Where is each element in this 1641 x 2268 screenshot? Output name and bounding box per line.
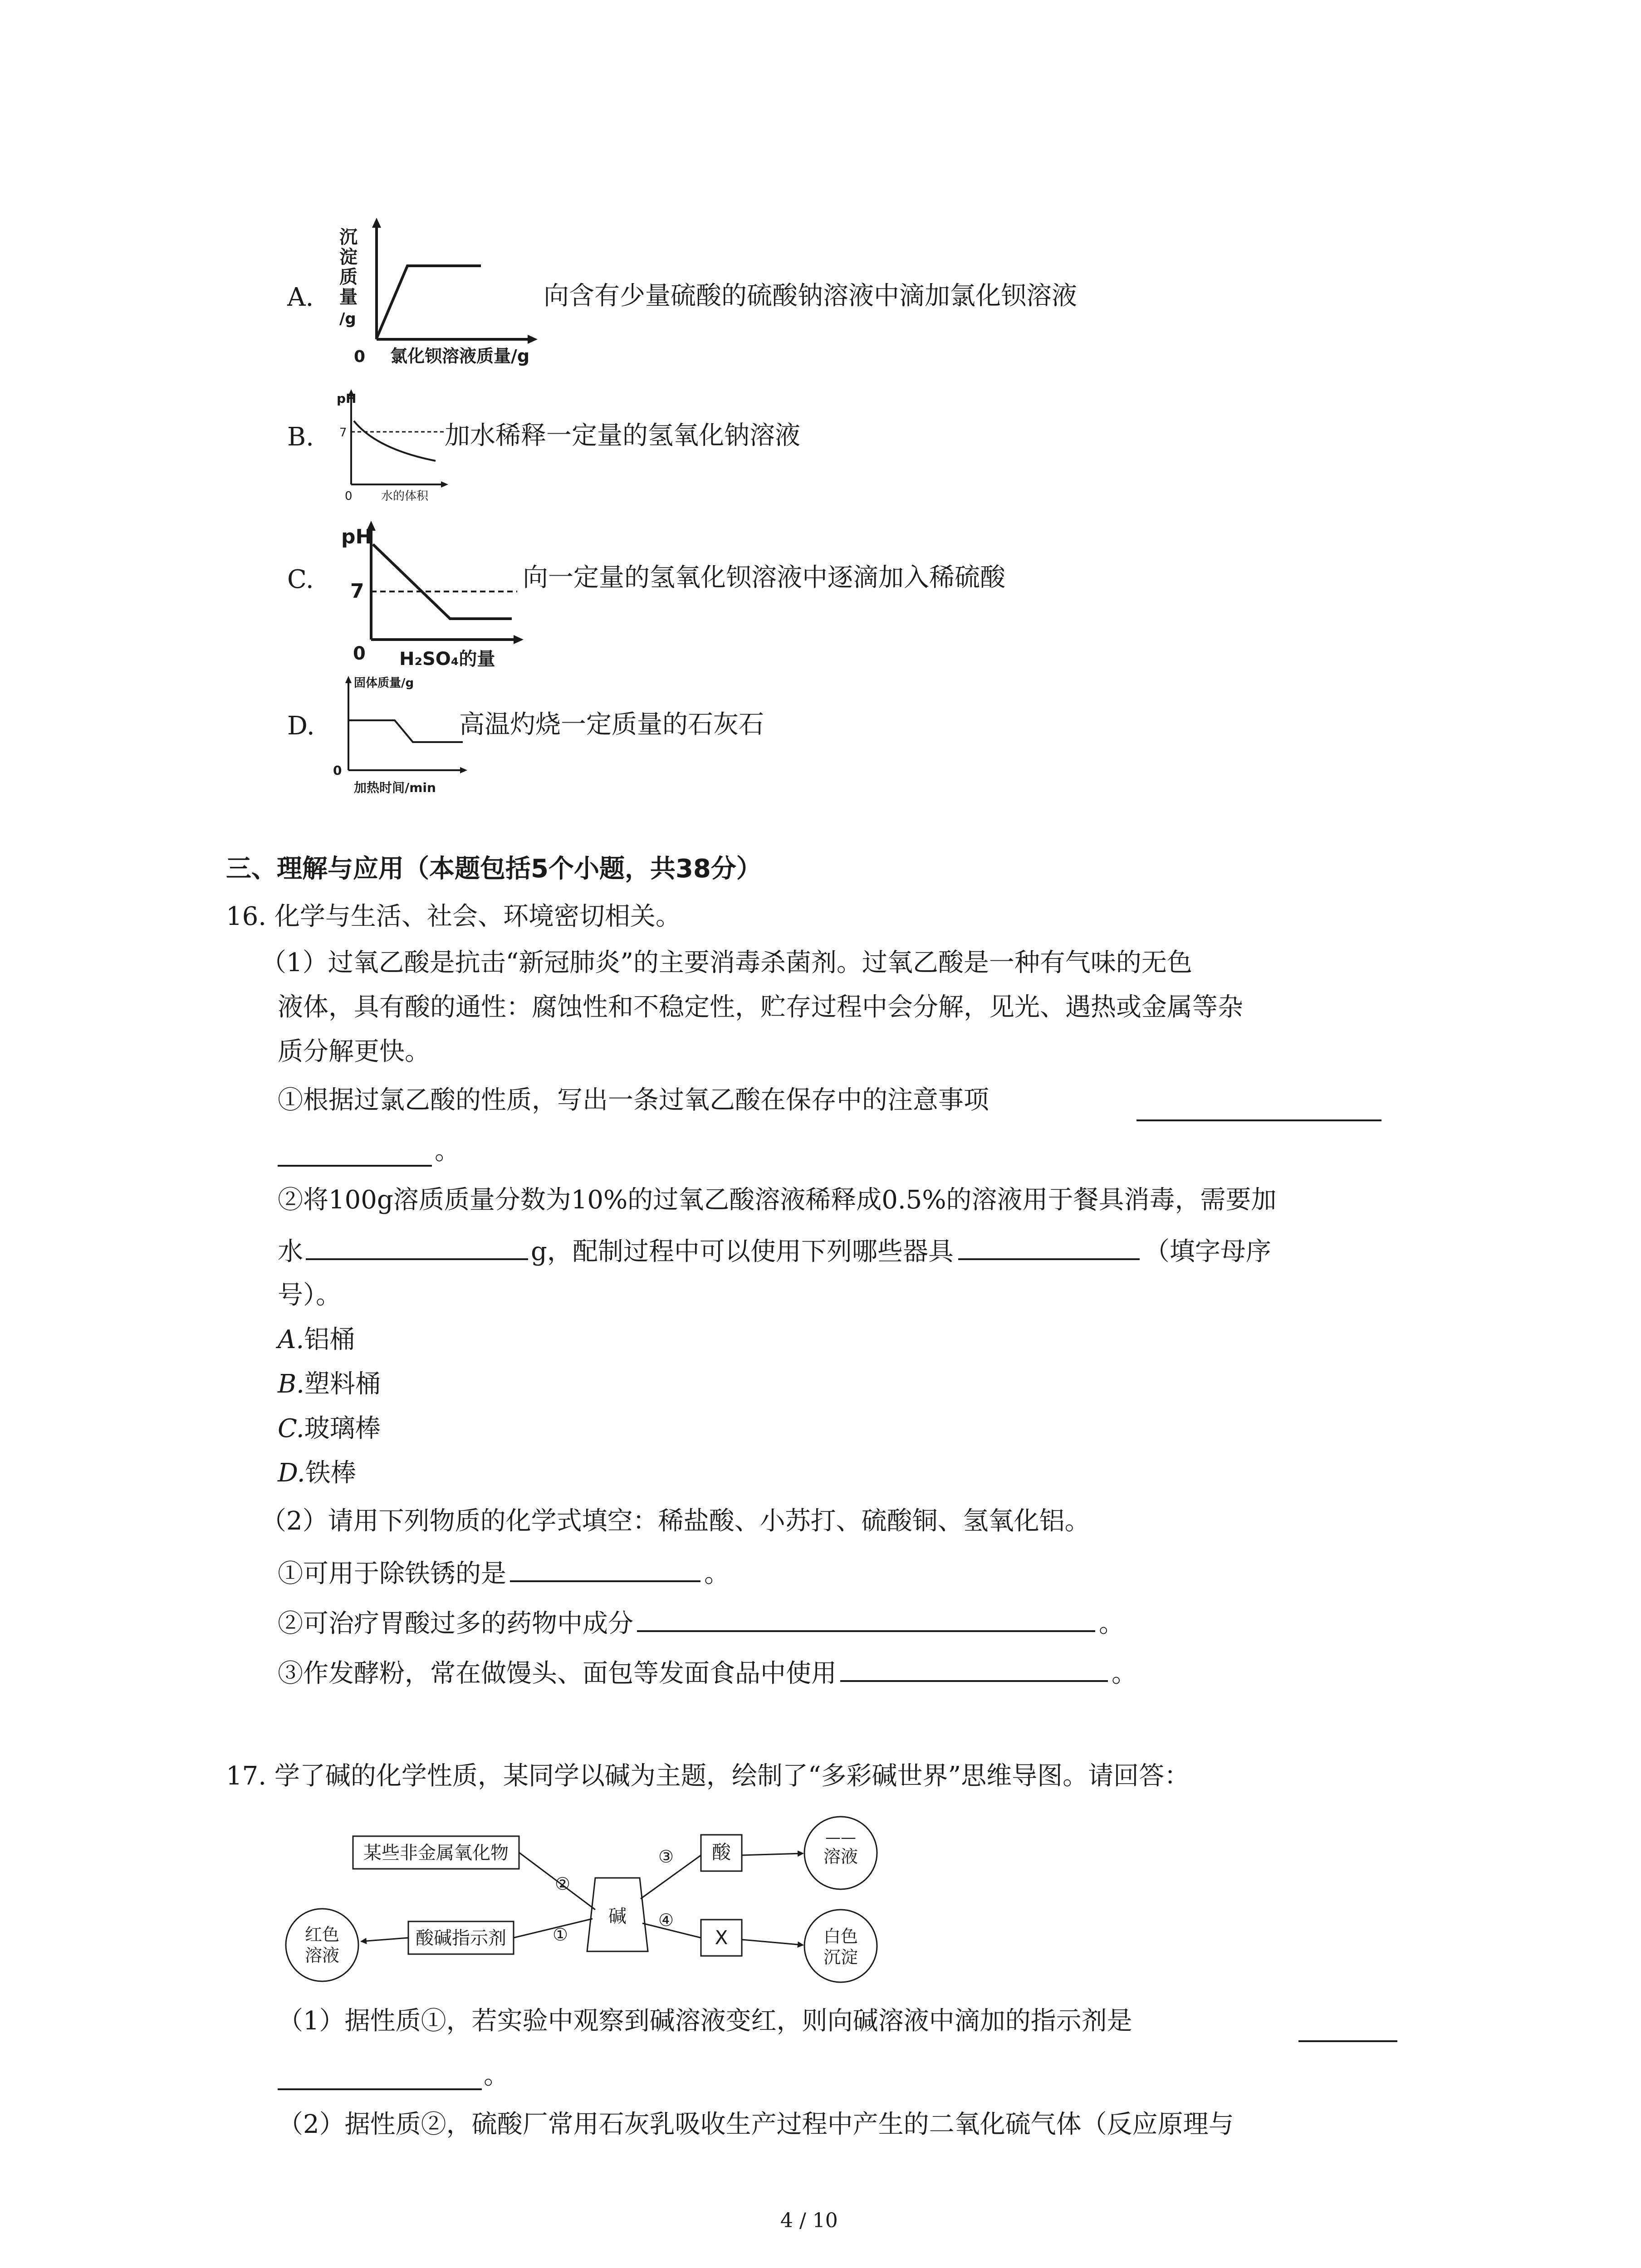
graph-a-ylabel-2: 淀 <box>339 247 358 268</box>
graph-a-ylabel-4: 量 <box>339 287 358 308</box>
q16-s2-line3: 号）。 <box>278 1281 341 1310</box>
q16-p2-c-period: 。 <box>1112 1659 1137 1688</box>
graph-a <box>331 217 544 385</box>
q16-p1-line1: （1）过氧乙酸是抗击“新冠肺炎”的主要消毒杀菌剂。过氧乙酸是一种有气味的无色 <box>261 948 1192 978</box>
graph-b-ref: 7 <box>339 426 347 440</box>
q17-p2: （2）据性质②，硫酸厂常用石灰乳吸收生产过程中产生的二氧化硫气体（反应原理与 <box>278 2110 1234 2139</box>
q16-p2-a-text: ①可用于除铁锈的是 <box>278 1559 506 1589</box>
circle-top-line1: —— <box>825 1828 856 1847</box>
q16-choice-b-letter: B. <box>278 1369 304 1399</box>
q16-s2-mid: g，配制过程中可以使用下列哪些器具 <box>531 1237 954 1266</box>
option-c-letter: C. <box>287 565 314 594</box>
q17-indicator-blank-b[interactable] <box>278 2063 482 2090</box>
q16-choice-c <box>278 1413 381 1445</box>
q16-p1-line2: 液体，具有酸的通性：腐蚀性和不稳定性，贮存过程中会分解，见光、遇热或金属等杂 <box>278 992 1243 1022</box>
q16-choice-a-letter: A. <box>278 1325 304 1354</box>
q16-s2-line1: ②将100g溶质质量分数为10%的过氧乙酸溶液稀释成0.5%的溶液用于餐具消毒，需要加 <box>278 1185 1277 1215</box>
graph-c <box>331 517 531 671</box>
option-d-text: 高温灼烧一定质量的石灰石 <box>459 710 764 739</box>
graph-b-origin: 0 <box>345 489 353 503</box>
option-c-text: 向一定量的氢氧化钡溶液中逐滴加入稀硫酸 <box>523 563 1005 592</box>
graph-c-ylabel: pH <box>341 525 372 548</box>
graph-a-ylabel-1: 沉 <box>339 227 358 248</box>
q16-choice-c-text: 玻璃棒 <box>304 1414 381 1443</box>
q16-p2-b <box>278 1605 1124 1640</box>
q16-choice-b <box>278 1368 381 1401</box>
box-x: X <box>715 1926 728 1949</box>
q16-choice-b-text: 塑料桶 <box>304 1369 381 1399</box>
q16-choice-d-text: 铁棒 <box>305 1458 356 1488</box>
q16-s1-period: 。 <box>435 1136 460 1166</box>
graph-a-ylabel-5: /g <box>339 310 356 328</box>
box-acid: 酸 <box>711 1841 731 1863</box>
q17-indicator-blank-a[interactable] <box>1298 2015 1397 2042</box>
q16-s2-tail: （填字母序 <box>1144 1237 1271 1266</box>
q16-p2-c <box>278 1655 1137 1690</box>
q16-p2: （2）请用下列物质的化学式填空：稀盐酸、小苏打、硫酸铜、氢氧化铝。 <box>261 1506 1090 1536</box>
graph-b-ylabel: pH <box>337 391 357 406</box>
graph-c-xlabel: H₂SO₄的量 <box>399 649 495 670</box>
q16-water-mass-blank[interactable] <box>306 1233 528 1260</box>
q16-s1-blank-b[interactable] <box>278 1139 432 1167</box>
box-acid-base-indicator: 酸碱指示剂 <box>416 1928 506 1949</box>
q16-rust-remover-blank[interactable] <box>510 1555 700 1582</box>
graph-a-xlabel: 氯化钡溶液质量/g <box>390 346 530 366</box>
q16-choice-c-letter: C. <box>278 1414 304 1443</box>
circle-red-line1: 红色 <box>304 1925 340 1945</box>
center-base: 碱 <box>608 1906 627 1927</box>
q17-stem: 17. 学了碱的化学性质，某同学以碱为主题，绘制了“多彩碱世界”思维导图。请回答： <box>226 1761 1190 1791</box>
q17-p1-period: 。 <box>484 2061 509 2090</box>
q17-mind-map <box>272 1810 907 1991</box>
q16-p1-line3: 质分解更快。 <box>278 1037 430 1066</box>
graph-a-origin: 0 <box>354 347 366 366</box>
graph-d-origin: 0 <box>333 763 342 778</box>
option-b-letter: B. <box>287 422 314 452</box>
graph-a-ylabel-3: 质 <box>339 267 358 288</box>
q16-choice-d <box>278 1457 356 1490</box>
q16-antacid-blank[interactable] <box>637 1605 1095 1632</box>
q16-s1-blank-a[interactable] <box>1136 1094 1381 1121</box>
q16-s2-line2 <box>278 1233 1271 1268</box>
q16-choice-d-letter: D. <box>278 1458 305 1488</box>
graph-d-ylabel: 固体质量/g <box>354 676 414 690</box>
q16-s1-line1 <box>278 1084 989 1117</box>
option-a-letter: A. <box>287 283 314 312</box>
graph-c-origin: 0 <box>353 643 366 664</box>
q16-s2-water: 水 <box>278 1237 303 1266</box>
q16-stem: 16. 化学与生活、社会、环境密切相关。 <box>226 902 681 931</box>
circle-red-line2: 溶液 <box>304 1945 340 1965</box>
q16-p2-a <box>278 1555 730 1590</box>
option-d-letter: D. <box>287 711 315 741</box>
graph-b-xlabel: 水的体积 <box>381 489 429 503</box>
q16-equipment-blank[interactable] <box>958 1233 1140 1260</box>
box-nonmetal-oxide: 某些非金属氧化物 <box>363 1843 509 1863</box>
option-b-text: 加水稀释一定量的氢氧化钠溶液 <box>445 421 800 450</box>
q16-p2-b-period: 。 <box>1099 1609 1124 1638</box>
q16-p2-b-text: ②可治疗胃酸过多的药物中成分 <box>278 1609 633 1638</box>
graph-c-ref: 7 <box>350 580 364 603</box>
q16-p2-c-text: ③作发酵粉，常在做馒头、面包等发面食品中使用 <box>278 1659 837 1688</box>
q16-s1-text: ①根据过氯乙酸的性质，写出一条过氧乙酸在保存中的注意事项 <box>278 1085 989 1115</box>
q17-p1: （1）据性质①，若实验中观察到碱溶液变红，则向碱溶液中滴加的指示剂是 <box>278 2006 1132 2036</box>
q16-p2-a-period: 。 <box>704 1559 730 1589</box>
q16-leavening-blank[interactable] <box>840 1655 1108 1682</box>
page-number: 4 / 10 <box>780 2209 838 2232</box>
option-a-text: 向含有少量硫酸的硫酸钠溶液中滴加氯化钡溶液 <box>544 281 1077 311</box>
label-1: ① <box>552 1925 568 1945</box>
graph-d-xlabel: 加热时间/min <box>354 780 436 795</box>
circle-white-line1: 白色 <box>823 1926 858 1946</box>
q16-choice-a-text: 铝桶 <box>304 1325 355 1354</box>
label-3: ③ <box>658 1847 674 1867</box>
section-heading: 三、理解与应用（本题包括5个小题，共38分） <box>226 854 762 884</box>
label-4: ④ <box>658 1910 674 1930</box>
circle-top-line2: 溶液 <box>823 1847 858 1867</box>
circle-white-line2: 沉淀 <box>823 1947 858 1967</box>
q16-choice-a <box>278 1324 355 1356</box>
label-2: ② <box>554 1874 571 1894</box>
